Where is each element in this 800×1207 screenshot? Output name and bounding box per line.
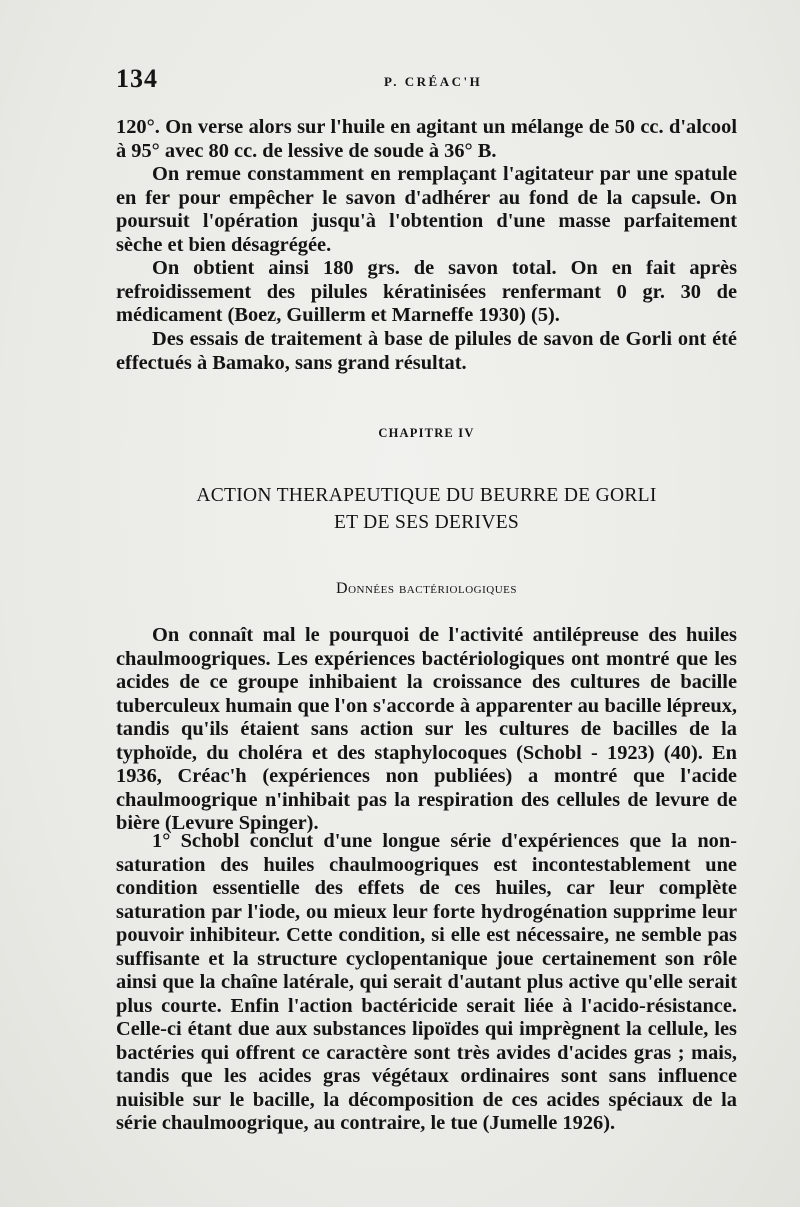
page-number: 134: [116, 64, 158, 93]
section-title: Données bactériologiques: [336, 580, 517, 597]
chapter-title-line-1: ACTION THERAPEUTIQUE DU BEURRE DE GORLI: [196, 485, 657, 506]
chapter-title: [116, 482, 737, 536]
page-header: [116, 64, 736, 100]
paragraph-soap-preparation: 120°. On verse alors sur l'huile en agitant un mélange de 50 cc. d'alcool à 95° avec 80 cc. de lessive de soude à 36° B.: [116, 116, 737, 162]
chapter-title-line-2: ET DE SES DERIVES: [333, 512, 520, 533]
chapter-label: CHAPITRE IV: [378, 426, 475, 440]
paragraph-pills: On obtient ainsi 180 grs. de savon total. On en fait après refroidissement des pilules kératinisées renfermant 0 gr. 30 de médicament (Boez, Guillerm et Marneffe 1930) (5).: [116, 257, 737, 326]
paragraph-schobl-conclusions: 1° Schobl conclut d'une longue série d'expériences que la non-saturation des huiles chaulmoogriques est incontestablement une condition essentielle des effets de ces huiles, car leur complète saturation par l'iode, ou mieux leur forte hydrogénation supprime leur pouvoir inhibiteur. Cette condition, si elle est nécessaire, ne semble pas suffisante et la structure cyclopentanique joue certainement son rôle ainsi que la chaîne latérale, qui serait d'autant plus active qu'elle serait plus courte. Enfin l'action bactéricide serait liée à l'acido-résistance. Celle-ci étant due aux substances lipoïdes qui imprègnent la cellule, les bactéries qui offrent ce caractère sont très avides d'acides gras ; mais, tandis que les acides gras végétaux ordinaires sont sans influence nuisible sur le bacille, la décomposition de ces acides spéciaux de la série chaulmoogrique, au contraire, le tue (Jumelle 1926).: [116, 830, 737, 1134]
paragraph-stirring: On remue constamment en remplaçant l'agitateur par une spatule en fer pour empêcher le savon d'adhérer au fond de la capsule. On poursuit l'opération jusqu'à l'obtention d'une masse parfaitement sèche et bien désagrégée.: [116, 163, 737, 256]
running-head: P. CRÉAC'H: [384, 74, 483, 89]
paragraph-bamako-trials: Des essais de traitement à base de pilules de savon de Gorli ont été effectués à Bamako, sans grand résultat.: [116, 328, 737, 374]
paragraph-bacteriological-data: On connaît mal le pourquoi de l'activité antilépreuse des huiles chaulmoogriques. Les expériences bactériologiques ont montré que les acides de ce groupe inhibaient la croissance des cultures de bacille tuberculeux humain que l'on s'accorde à apparenter au bacille lépreux, tandis qu'ils étaient sans action sur les cultures de bacilles de la typhoïde, du choléra et des staphylocoques (Schobl - 1923) (40). En 1936, Créac'h (expériences non publiées) a montré que l'acide chaulmoogrique n'inhibait pas la respiration des cellules de levure de bière (Levure Spinger).: [116, 624, 737, 834]
